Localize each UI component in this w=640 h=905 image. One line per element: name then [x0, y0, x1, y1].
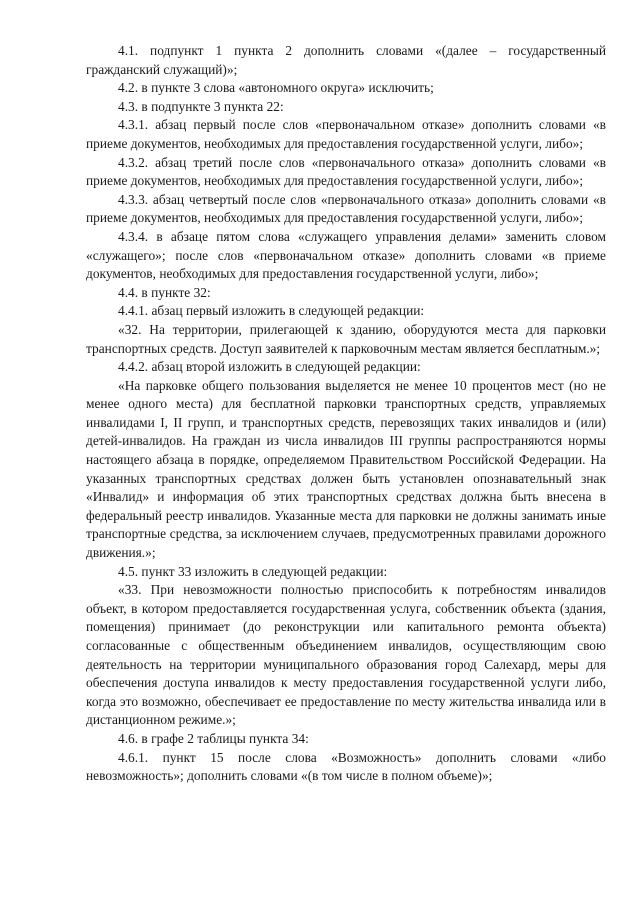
- paragraph-4-5: 4.5. пункт 33 изложить в следующей редакции:: [118, 563, 388, 579]
- quote-parking-rules: «На парковке общего пользования выделяется не менее 10 процентов мест (но не менее одного места) для бесплатной парковки транспортных средств, управляемых инвалидами I, II групп, и транспортных средств, перевозящих таких инвалидов и (или) детей-инвалидов. На граждан из числа инвалидов III группы распространяются нормы настоящего абзаца в порядке, определяемом Правительством Российской Федерации. На указанных транспортных средствах должен быть установлен опознавательный знак «Инвалид» и информация об этих транспортных средствах должна быть внесена в федеральный реестр инвалидов. Указанные места для парковки не должны занимать иные транспортные средства, за исключением случаев, предусмотренных правилами дорожного движения.»;: [86, 377, 606, 561]
- quote-point-33: «33. При невозможности полностью приспособить к потребностям инвалидов объект, в котором предоставляется государственная услуга, собственник объекта (здания, помещения) принимает (до реконструкции или капитального ремонта объекта) согласованные с общественным объединением инвалидов, осуществляющим свою деятельность на территории муниципального образования город Салехард, меры для обеспечения доступа инвалидов к месту предоставления государственной услуги либо, когда это возможно, обеспечивает ее предоставление по месту жительства инвалида или в дистанционном режиме.»;: [86, 582, 606, 728]
- paragraph-4-3-4: 4.3.4. в абзаце пятом слова «служащего управления делами» заменить словом «служащего»; после слов «первоначальном отказе» дополнить словами «в приеме документов, необходимых для предоставления государственной услуги, либо»;: [86, 228, 606, 282]
- paragraph-4-4-2: 4.4.2. абзац второй изложить в следующей редакции:: [118, 359, 421, 375]
- paragraph-4-3: 4.3. в подпункте 3 пункта 22:: [118, 98, 284, 114]
- paragraph-4-3-3: 4.3.3. абзац четвертый после слов «первоначального отказа» дополнить словами «в приеме документов, необходимых для предоставления государственной услуги, либо»;: [86, 191, 606, 226]
- document-body: [86, 42, 606, 786]
- paragraph-4-4: 4.4. в пункте 32:: [118, 284, 211, 300]
- paragraph-4-3-1: 4.3.1. абзац первый после слов «первоначальном отказе» дополнить словами «в приеме документов, необходимых для предоставления государственной услуги, либо»;: [86, 117, 606, 151]
- paragraph-4-6-1: 4.6.1. пункт 15 после слова «Возможность» дополнить словами «либо невозможность»; дополнить словами «(в том числе в полном объеме)»;: [86, 749, 606, 784]
- paragraph-4-1: 4.1. подпункт 1 пункта 2 дополнить словами «(далее – государственный гражданский служащий)»;: [86, 43, 606, 77]
- paragraph-4-6: 4.6. в графе 2 таблицы пункта 34:: [118, 730, 309, 746]
- paragraph-4-4-1: 4.4.1. абзац первый изложить в следующей редакции:: [118, 303, 425, 319]
- paragraph-4-2: 4.2. в пункте 3 слова «автономного округа» исключить;: [118, 80, 434, 96]
- paragraph-4-3-2: 4.3.2. абзац третий после слов «первоначального отказа» дополнить словами «в приеме документов, необходимых для предоставления государственной услуги, либо»;: [86, 154, 606, 189]
- quote-point-32: «32. На территории, прилегающей к зданию, оборудуются места для парковки транспортных средств. Доступ заявителей к парковочным местам является бесплатным.»;: [86, 321, 606, 356]
